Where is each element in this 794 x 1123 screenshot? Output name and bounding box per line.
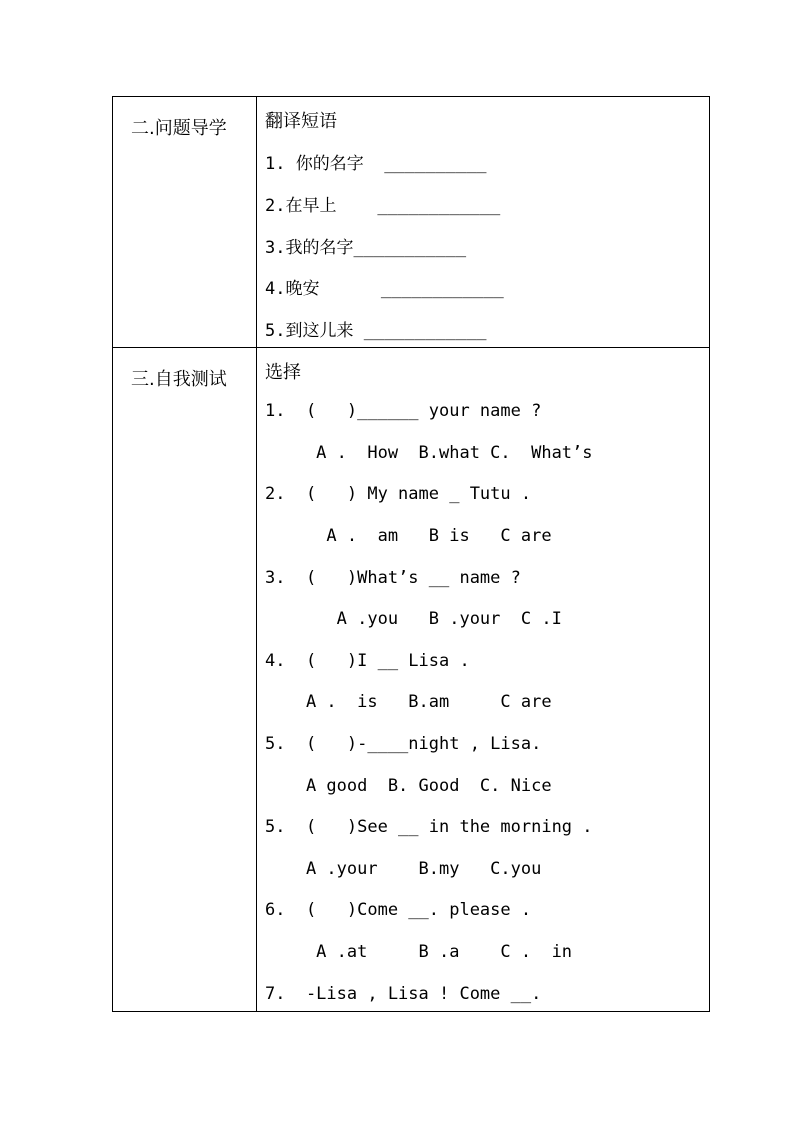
section2-title: 翻译短语 bbox=[265, 111, 337, 132]
quiz-line: 7. -Lisa , Lisa ! Come __. bbox=[265, 984, 542, 1004]
phrase-item-5: 5.到这儿来 ____________ bbox=[265, 321, 487, 341]
quiz-line: 4. ( )I __ Lisa . bbox=[265, 651, 470, 671]
phrase-item-2: 2.在早上 ____________ bbox=[265, 196, 501, 216]
section2-label: 二.问题导学 bbox=[131, 118, 227, 139]
quiz-line: A good B. Good C. Nice bbox=[265, 776, 552, 796]
quiz-line: 2. ( ) My name _ Tutu . bbox=[265, 484, 532, 504]
quiz-line: A . am B is C are bbox=[265, 526, 552, 546]
quiz-line: 1. ( )______ your name ? bbox=[265, 401, 542, 421]
quiz-line: A .you B .your C .I bbox=[265, 609, 562, 629]
section3-label: 三.自我测试 bbox=[131, 369, 227, 390]
quiz-line: 6. ( )Come __. please . bbox=[265, 900, 532, 920]
quiz-line: 3. ( )What’s __ name ? bbox=[265, 568, 521, 588]
quiz-line: A . How B.what C. What’s bbox=[265, 443, 593, 463]
quiz-line: A . is B.am C are bbox=[265, 692, 552, 712]
phrase-item-3: 3.我的名字___________ bbox=[265, 238, 467, 258]
phrase-item-4: 4.晚安 ____________ bbox=[265, 279, 504, 299]
quiz-line: 5. ( )See __ in the morning . bbox=[265, 817, 593, 837]
section3-title: 选择 bbox=[265, 362, 301, 383]
column-divider bbox=[256, 97, 257, 1011]
phrase-item-1: 1. 你的名字 __________ bbox=[265, 154, 487, 174]
quiz-line: A .at B .a C . in bbox=[265, 942, 573, 962]
worksheet-table bbox=[112, 96, 710, 1012]
quiz-line: 5. ( )-____night , Lisa. bbox=[265, 734, 542, 754]
row-divider bbox=[113, 347, 709, 348]
quiz-line: A .your B.my C.you bbox=[265, 859, 542, 879]
